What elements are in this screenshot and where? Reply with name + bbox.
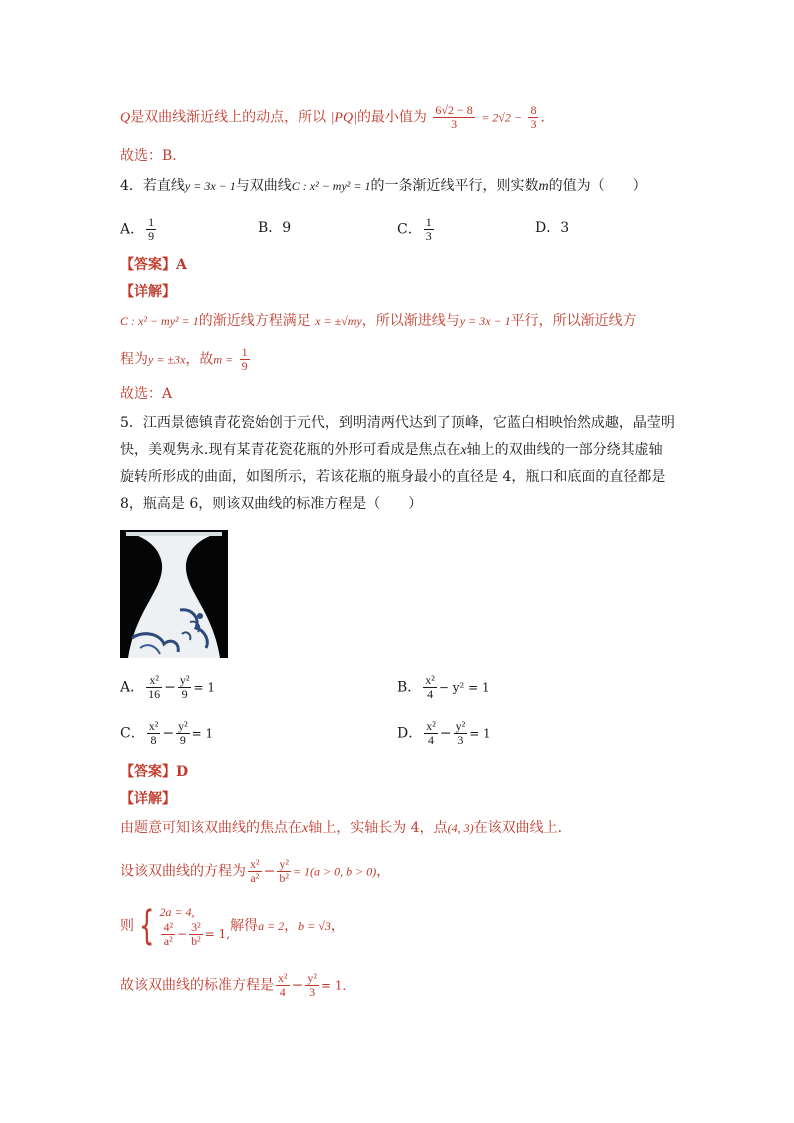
q3-text1: 是双曲线渐近线上的动点，所以 [130,109,327,126]
q3-frac: $\frac{6√2 - 8}{3}$ [435,103,473,131]
q3-line: Q是双曲线渐近线上的动点，所以 |PQ|的最小值为 $\frac{6√2 - 8}{3}$ = 2√2 − $\frac{8}{3}$ ． [120,103,555,131]
q4-solution-2: 程为y = ±3x，故m = $\frac{1}{9}$ [120,345,248,373]
q3-abs-pq: |PQ| [330,110,357,126]
q4-select: 故选：A [120,386,173,402]
q4-option-c[interactable]: C． $\frac{1}{3}$ [397,215,432,243]
q5-option-d[interactable]: D． $\frac{\text{x²}}{4}$ − $\frac{\text{y²}}{3}$ = 1 [397,719,491,747]
vase-illustration [120,530,228,658]
q5-para-4: 8，瓶高是 6，则该双曲线的标准方程是（ ） [120,496,423,512]
vase-photo [120,530,228,658]
q5-solution-2: 设该双曲线的方程为 $\frac{\text{x²}}{\text{a²}}$ − $\frac{\text{y²}}{\text{b²}}$ = 1(a > 0, b > 0)， [120,857,391,885]
q5-solution-4: 故该双曲线的标准方程是 $\frac{\text{x²}}{4}$ − $\frac{\text{y²}}{3}$ = 1． [120,971,355,999]
q3-var-Q: Q [120,110,131,126]
q3-rhs: = 2√2 − [481,110,522,125]
q3-text2: 的最小值为 [356,109,427,126]
q4-answer: 【答案】A [120,257,187,273]
q4-stem: 4．若直线y = 3x − 1与双曲线C : x² − my² = 1的一条渐近线平行，则实数m的值为（ ） [120,178,647,194]
q4-solution-1: C : x² − my² = 1的渐近线方程满足 x = ±√my，所以渐进线与y = 3x − 1平行，所以渐近线方 [120,313,637,329]
q5-para-2: 快，美观隽永.现有某青花瓷花瓶的外形可看成是焦点在x轴上的双曲线的一部分绕其虚轴 [120,442,663,458]
q4-option-b[interactable]: B．9 [258,220,292,236]
q4-option-a[interactable]: A． $\frac{1}{9}$ [120,215,155,243]
q5-answer: 【答案】D [120,764,189,780]
q4-detail: 【详解】 [120,284,176,300]
q5-option-a[interactable]: A． $\frac{\text{x²}}{16}$ − $\frac{\text{y²}}{9}$ = 1 [120,673,215,701]
q4-option-d[interactable]: D．3 [535,220,570,236]
q3-rhs-frac: $\frac{8}{3}$ [530,103,537,131]
q5-detail: 【详解】 [120,791,176,807]
q5-option-b[interactable]: B． $\frac{\text{x²}}{4}$ − y² = 1 [397,673,490,701]
q4-hyper: C : x² − my² = 1 [291,179,371,193]
q4-line-eq: y = 3x − 1 [184,179,236,193]
q5-solution-3: 则 { 2a = 4, $\frac{\text{4²}}{\text{a²}}$ − $\frac{\text{3²}}{\text{b²}}$ = 1, 解得a = 2，b = √3， [120,903,345,949]
q5-option-c[interactable]: C． $\frac{\text{x²}}{8}$ − $\frac{\text{y²}}{9}$ = 1 [120,719,214,747]
q5-para-1: 5．江西景德镇青花瓷始创于元代，到明清两代达到了顶峰，它蓝白相映怡然成趣，晶莹明 [120,415,675,431]
q5-para-3: 旋转所形成的曲面，如图所示，若该花瓶的瓶身最小的直径是 4，瓶口和底面的直径都是 [120,469,666,485]
q3-select: 故选：B． [120,148,187,164]
q5-solution-1: 由题意可知该双曲线的焦点在x轴上，实轴长为 4，点(4, 3)在该双曲线上． [120,820,572,836]
